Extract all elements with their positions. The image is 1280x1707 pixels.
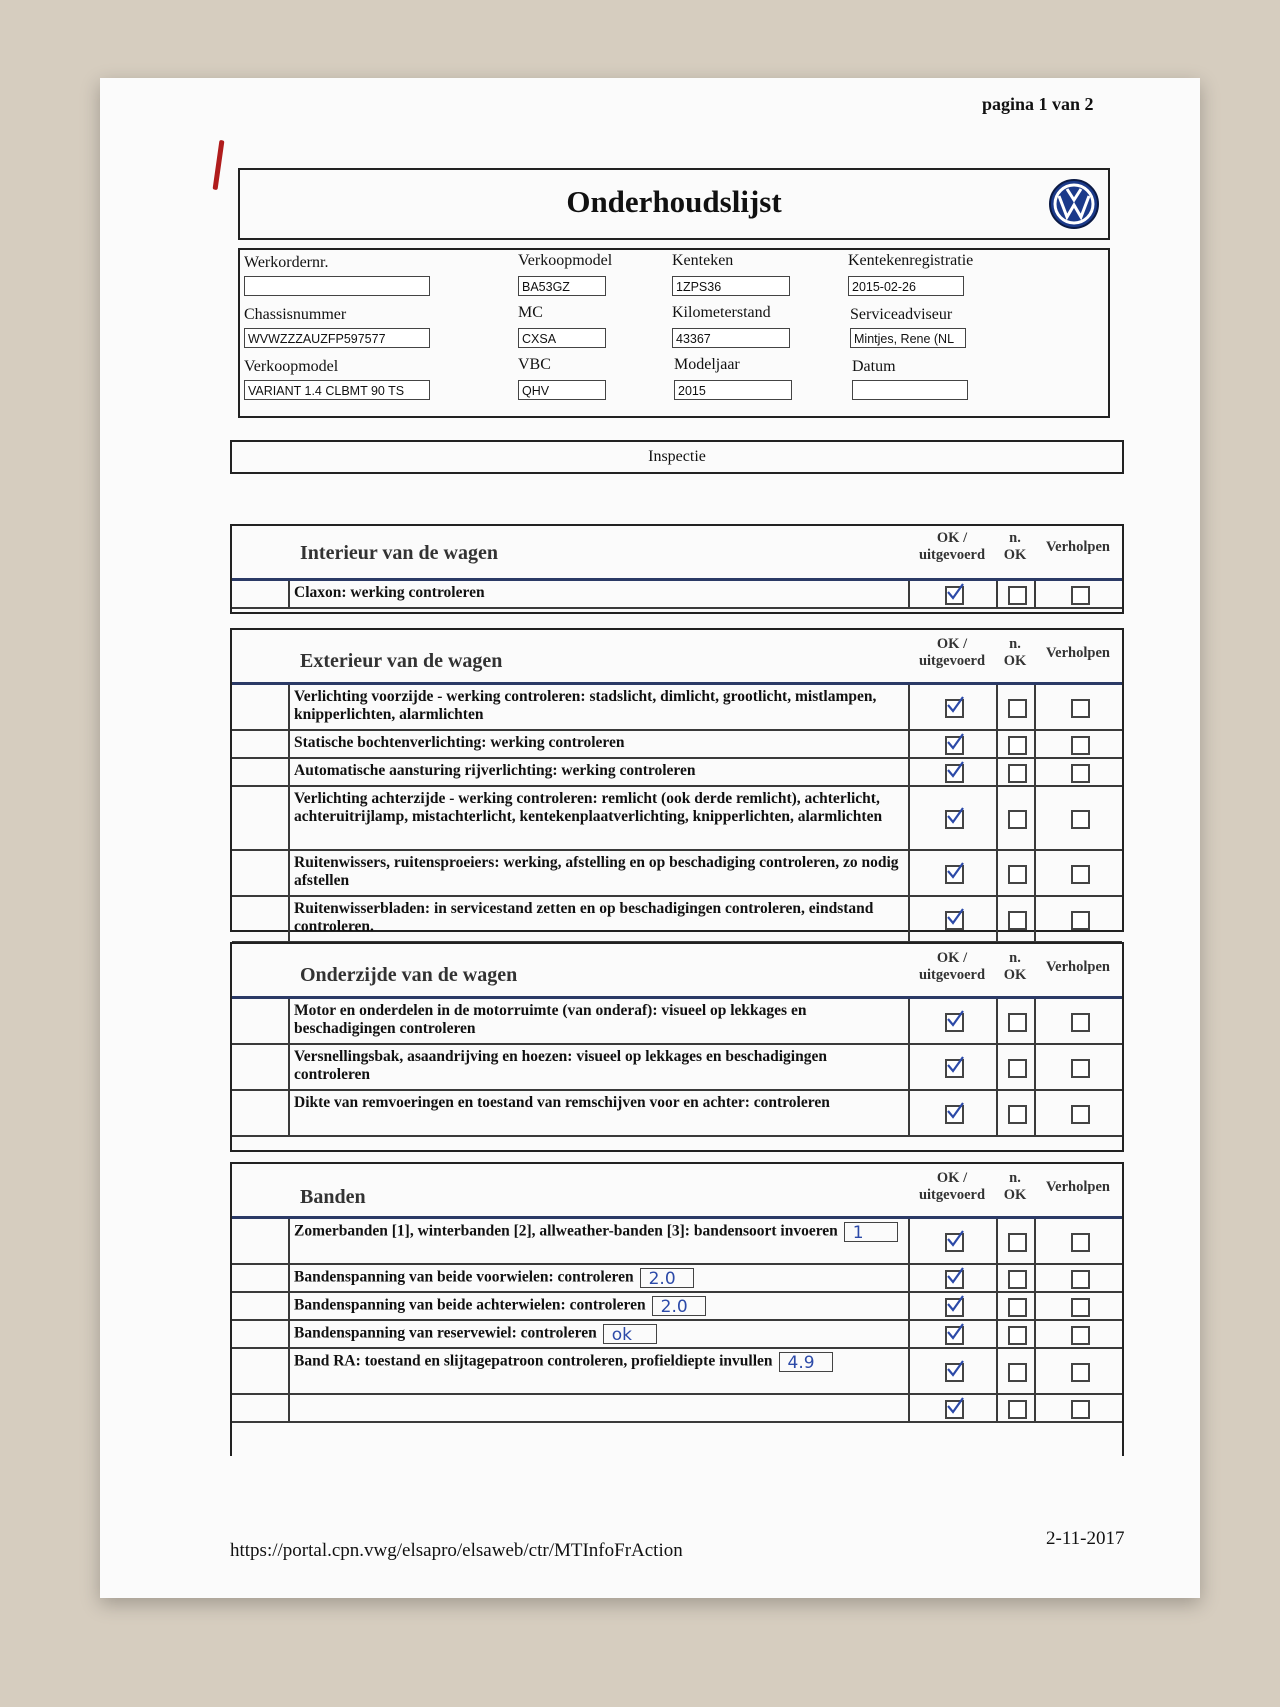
col-header-ok: OK / uitgevoerd <box>918 636 986 669</box>
verholpen-cell <box>1036 1265 1122 1291</box>
ok-cell <box>910 1395 998 1421</box>
item-text <box>290 897 910 941</box>
vw-logo-icon <box>1048 178 1100 230</box>
not-ok-cell <box>998 1349 1036 1393</box>
verholpen-cell <box>1036 787 1122 849</box>
not-ok-checkbox[interactable] <box>1008 699 1027 718</box>
items <box>232 682 1122 943</box>
checkmark-icon <box>944 805 966 827</box>
checklist-row <box>232 685 1122 731</box>
verholpen-checkbox[interactable] <box>1071 1326 1090 1345</box>
field-kilometerstand: 43367 <box>672 328 790 348</box>
checkmark-icon <box>944 1321 966 1343</box>
not-ok-checkbox[interactable] <box>1008 911 1027 930</box>
col-header-ok: OK / uitgevoerd <box>918 950 986 983</box>
checklist-row <box>232 1395 1122 1423</box>
checkmark-icon <box>944 1358 966 1380</box>
handwritten-value[interactable]: 2.0 <box>640 1268 694 1288</box>
item-label: Versnellingsbak, asaandrijving en hoezen: visueel op lekkages en beschadigingen controleren <box>294 1048 827 1083</box>
verholpen-cell <box>1036 1321 1122 1347</box>
section-interieur <box>230 524 1124 614</box>
checkmark-icon <box>944 1100 966 1122</box>
items <box>232 1216 1122 1423</box>
field-mc: CXSA <box>518 328 606 348</box>
col-header-verholpen: Verholpen <box>1046 539 1110 555</box>
col-header-verholpen: Verholpen <box>1046 959 1110 975</box>
not-ok-checkbox[interactable] <box>1008 1298 1027 1317</box>
row-lead-cell <box>232 851 290 895</box>
pen-mark <box>213 140 225 190</box>
label-vbc: VBC <box>518 356 551 373</box>
item-label: Dikte van remvoeringen en toestand van remschijven voor en achter: controleren <box>294 1094 830 1111</box>
not-ok-cell <box>998 851 1036 895</box>
item-text <box>290 731 910 757</box>
label-werkordernr: Werkordernr. <box>244 254 329 271</box>
col-header-nok: n. OK <box>1003 530 1027 563</box>
item-text <box>290 1395 910 1421</box>
checkmark-icon <box>944 731 966 753</box>
not-ok-checkbox[interactable] <box>1008 586 1027 605</box>
checkmark-icon <box>944 759 966 781</box>
item-text <box>290 787 910 849</box>
vehicle-info-box <box>238 248 1110 418</box>
verholpen-cell <box>1036 1349 1122 1393</box>
row-lead-cell <box>232 787 290 849</box>
section-title: Banden <box>300 1186 366 1208</box>
item-label: Bandenspanning van beide achterwielen: controleren <box>294 1296 646 1314</box>
col-header-ok: OK / uitgevoerd <box>918 530 986 563</box>
checklist-row <box>232 1293 1122 1321</box>
checklist-row <box>232 851 1122 897</box>
item-label: Claxon: werking controleren <box>294 584 485 601</box>
not-ok-checkbox[interactable] <box>1008 865 1027 884</box>
checkmark-icon <box>944 581 966 603</box>
handwritten-value[interactable]: 4.9 <box>779 1352 833 1372</box>
page-number: pagina 1 van 2 <box>982 94 1094 114</box>
not-ok-checkbox[interactable] <box>1008 1326 1027 1345</box>
row-lead-cell <box>232 759 290 785</box>
row-lead-cell <box>232 1045 290 1089</box>
not-ok-checkbox[interactable] <box>1008 736 1027 755</box>
checklist-row <box>232 897 1122 943</box>
col-header-verholpen: Verholpen <box>1046 1179 1110 1195</box>
ok-cell <box>910 1265 998 1291</box>
ok-cell <box>910 731 998 757</box>
not-ok-cell <box>998 1219 1036 1263</box>
ok-cell <box>910 759 998 785</box>
verholpen-cell <box>1036 731 1122 757</box>
inspectie-heading: Inspectie <box>230 440 1124 474</box>
item-text <box>290 759 910 785</box>
checkmark-icon <box>944 1228 966 1250</box>
section-banden <box>230 1162 1124 1456</box>
verholpen-cell <box>1036 685 1122 729</box>
item-text <box>290 1293 910 1319</box>
title-box <box>238 168 1110 240</box>
item-label: Band RA: toestand en slijtagepatroon controleren, profieldiepte invullen <box>294 1352 773 1370</box>
label-mc: MC <box>518 304 543 321</box>
field-verkoopmodel-2: VARIANT 1.4 CLBMT 90 TS <box>244 380 430 400</box>
verholpen-checkbox[interactable] <box>1071 911 1090 930</box>
section-exterieur <box>230 628 1124 935</box>
document-title: Onderhoudslijst <box>566 184 782 219</box>
label-chassisnummer: Chassisnummer <box>244 306 347 323</box>
verholpen-cell <box>1036 759 1122 785</box>
ok-cell <box>910 1321 998 1347</box>
checkmark-icon <box>944 906 966 928</box>
ok-cell <box>910 999 998 1043</box>
checklist-row <box>232 999 1122 1045</box>
item-label: Motor en onderdelen in de motorruimte (van onderaf): visueel op lekkages en beschadigingen controleren <box>294 1002 807 1037</box>
ok-cell <box>910 1293 998 1319</box>
field-serviceadviseur: Mintjes, Rene (NL <box>850 328 966 348</box>
items <box>232 578 1122 609</box>
verholpen-cell <box>1036 581 1122 607</box>
field-datum <box>852 380 968 400</box>
not-ok-cell <box>998 1293 1036 1319</box>
verholpen-checkbox[interactable] <box>1071 1013 1090 1032</box>
verholpen-cell <box>1036 1293 1122 1319</box>
checkmark-icon <box>944 1008 966 1030</box>
not-ok-checkbox[interactable] <box>1008 1270 1027 1289</box>
verholpen-checkbox[interactable] <box>1071 1400 1090 1419</box>
checkmark-icon <box>944 860 966 882</box>
verholpen-checkbox[interactable] <box>1071 865 1090 884</box>
checklist-row <box>232 1045 1122 1091</box>
row-lead-cell <box>232 685 290 729</box>
item-text <box>290 1091 910 1135</box>
field-kenteken: 1ZPS36 <box>672 276 790 296</box>
verholpen-cell <box>1036 1219 1122 1263</box>
field-kentekenregistratie: 2015-02-26 <box>848 276 964 296</box>
label-verkoopmodel-2: Verkoopmodel <box>244 358 339 375</box>
item-text <box>290 1321 910 1347</box>
row-lead-cell <box>232 731 290 757</box>
col-header-nok: n. OK <box>1003 636 1027 669</box>
item-text <box>290 1265 910 1291</box>
checklist-row <box>232 1265 1122 1293</box>
verholpen-checkbox[interactable] <box>1071 1363 1090 1382</box>
item-text <box>290 1349 910 1393</box>
footer-date: 2-11-2017 <box>1046 1528 1125 1549</box>
item-label: Ruitenwisserbladen: in servicestand zetten en op beschadigingen controleren, eindstand controleren. <box>294 900 874 935</box>
handwritten-value[interactable]: 2.0 <box>652 1296 706 1316</box>
field-chassisnummer: WVWZZZAUZFP597577 <box>244 328 430 348</box>
handwritten-value[interactable]: ok <box>603 1324 657 1344</box>
checklist-row <box>232 581 1122 609</box>
col-header-ok: OK / uitgevoerd <box>918 1170 986 1203</box>
row-lead-cell <box>232 1091 290 1135</box>
not-ok-cell <box>998 787 1036 849</box>
item-text <box>290 1219 910 1263</box>
label-datum: Datum <box>852 358 896 375</box>
verholpen-checkbox[interactable] <box>1071 1233 1090 1252</box>
verholpen-checkbox[interactable] <box>1071 586 1090 605</box>
items <box>232 996 1122 1137</box>
verholpen-checkbox[interactable] <box>1071 1059 1090 1078</box>
checklist-row <box>232 1349 1122 1395</box>
checkmark-icon <box>944 1293 966 1315</box>
row-lead-cell <box>232 999 290 1043</box>
verholpen-checkbox[interactable] <box>1071 699 1090 718</box>
checklist-row <box>232 1219 1122 1265</box>
row-lead-cell <box>232 1219 290 1263</box>
col-header-verholpen: Verholpen <box>1046 645 1110 661</box>
checkmark-icon <box>944 1265 966 1287</box>
label-verkoopmodel: Verkoopmodel <box>518 252 613 269</box>
field-modeljaar: 2015 <box>674 380 792 400</box>
checklist-row <box>232 731 1122 759</box>
not-ok-checkbox[interactable] <box>1008 1013 1027 1032</box>
ok-cell <box>910 685 998 729</box>
not-ok-checkbox[interactable] <box>1008 1105 1027 1124</box>
ok-cell <box>910 897 998 941</box>
not-ok-checkbox[interactable] <box>1008 1400 1027 1419</box>
label-modeljaar: Modeljaar <box>674 356 740 373</box>
row-lead-cell <box>232 1293 290 1319</box>
ok-cell <box>910 1045 998 1089</box>
not-ok-checkbox[interactable] <box>1008 1059 1027 1078</box>
verholpen-checkbox[interactable] <box>1071 1270 1090 1289</box>
not-ok-checkbox[interactable] <box>1008 810 1027 829</box>
not-ok-checkbox[interactable] <box>1008 1233 1027 1252</box>
ok-cell <box>910 1349 998 1393</box>
item-label: Automatische aansturing rijverlichting: werking controleren <box>294 762 696 779</box>
checklist-row <box>232 759 1122 787</box>
row-lead-cell <box>232 581 290 607</box>
col-header-nok: n. OK <box>1003 1170 1027 1203</box>
row-lead-cell <box>232 1395 290 1421</box>
not-ok-cell <box>998 1045 1036 1089</box>
verholpen-checkbox[interactable] <box>1071 736 1090 755</box>
field-werkordernr <box>244 276 430 296</box>
not-ok-cell <box>998 685 1036 729</box>
item-label: Bandenspanning van beide voorwielen: controleren <box>294 1268 634 1286</box>
checkmark-icon <box>944 1054 966 1076</box>
footer-url: https://portal.cpn.vwg/elsapro/elsaweb/ctr/MTInfoFrAction <box>230 1540 683 1561</box>
label-serviceadviseur: Serviceadviseur <box>850 306 953 323</box>
ok-cell <box>910 581 998 607</box>
ok-cell <box>910 1091 998 1135</box>
field-verkoopmodel: BA53GZ <box>518 276 606 296</box>
item-text <box>290 685 910 729</box>
item-label: Bandenspanning van reservewiel: controleren <box>294 1324 597 1342</box>
row-lead-cell <box>232 897 290 941</box>
not-ok-cell <box>998 759 1036 785</box>
ok-cell <box>910 787 998 849</box>
item-text <box>290 1045 910 1089</box>
col-header-nok: n. OK <box>1003 950 1027 983</box>
verholpen-cell <box>1036 897 1122 941</box>
not-ok-cell <box>998 581 1036 607</box>
checklist-row <box>232 1091 1122 1137</box>
row-lead-cell <box>232 1265 290 1291</box>
item-label: Statische bochtenverlichting: werking controleren <box>294 734 625 751</box>
not-ok-cell <box>998 1265 1036 1291</box>
not-ok-checkbox[interactable] <box>1008 764 1027 783</box>
label-kilometerstand: Kilometerstand <box>672 304 771 321</box>
section-title: Interieur van de wagen <box>300 542 498 564</box>
not-ok-cell <box>998 1395 1036 1421</box>
checklist-row <box>232 787 1122 851</box>
verholpen-checkbox[interactable] <box>1071 1105 1090 1124</box>
ok-cell <box>910 851 998 895</box>
verholpen-checkbox[interactable] <box>1071 810 1090 829</box>
checkmark-icon <box>944 1395 966 1417</box>
checkmark-icon <box>944 694 966 716</box>
row-lead-cell <box>232 1349 290 1393</box>
verholpen-cell <box>1036 1091 1122 1135</box>
not-ok-checkbox[interactable] <box>1008 1363 1027 1382</box>
not-ok-cell <box>998 897 1036 941</box>
label-kentekenregistratie: Kentekenregistratie <box>848 252 974 269</box>
label-kenteken: Kenteken <box>672 252 734 269</box>
verholpen-cell <box>1036 851 1122 895</box>
item-text <box>290 581 910 607</box>
verholpen-cell <box>1036 999 1122 1043</box>
item-text <box>290 851 910 895</box>
section-title: Exterieur van de wagen <box>300 650 503 672</box>
item-label: Zomerbanden [1], winterbanden [2], allweather-banden [3]: bandensoort invoeren <box>294 1222 838 1240</box>
handwritten-value[interactable]: 1 <box>844 1222 898 1242</box>
field-vbc: QHV <box>518 380 606 400</box>
ok-cell <box>910 1219 998 1263</box>
not-ok-cell <box>998 1321 1036 1347</box>
verholpen-cell <box>1036 1045 1122 1089</box>
section-onderzijde <box>230 942 1124 1152</box>
not-ok-cell <box>998 1091 1036 1135</box>
verholpen-cell <box>1036 1395 1122 1421</box>
verholpen-checkbox[interactable] <box>1071 764 1090 783</box>
not-ok-cell <box>998 731 1036 757</box>
item-text <box>290 999 910 1043</box>
item-label: Verlichting achterzijde - werking controleren: remlicht (ook derde remlicht), achterlicht, achteruitrijlamp, mistachterlicht, kentekenplaatverlichting, knipperlichten, alarmlichten <box>294 790 883 825</box>
document-page <box>100 78 1200 1598</box>
row-lead-cell <box>232 1321 290 1347</box>
section-title: Onderzijde van de wagen <box>300 964 518 986</box>
not-ok-cell <box>998 999 1036 1043</box>
item-label: Verlichting voorzijde - werking controleren: stadslicht, dimlicht, grootlicht, mistlampen, knipperlichten, alarmlichten <box>294 688 877 723</box>
item-label: Ruitenwissers, ruitensproeiers: werking, afstelling en op beschadiging controleren, zo nodig afstellen <box>294 854 899 889</box>
verholpen-checkbox[interactable] <box>1071 1298 1090 1317</box>
checklist-row <box>232 1321 1122 1349</box>
